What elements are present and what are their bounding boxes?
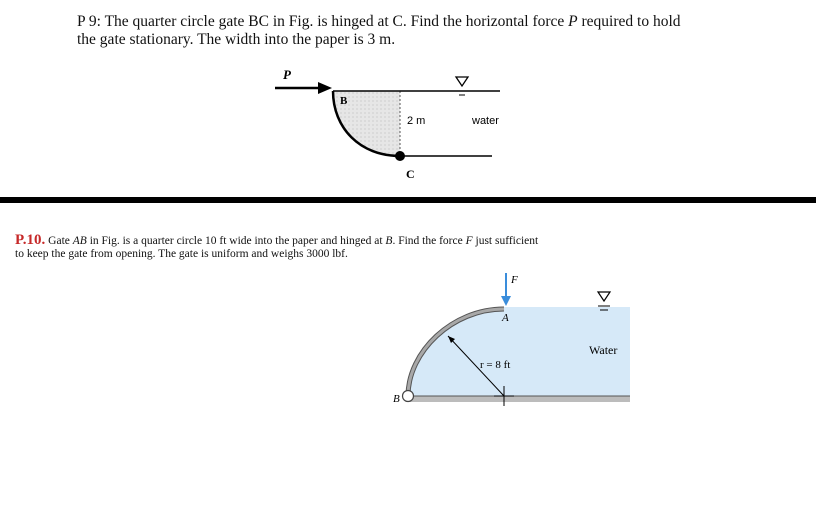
point-c-label: C <box>406 167 415 181</box>
gate-ab-symbol: AB <box>72 235 87 247</box>
problem-10-text-d: just sufficient <box>472 235 539 247</box>
point-b-label: B <box>340 95 348 107</box>
force-f-symbol: F <box>465 235 473 247</box>
force-p-label: P <box>283 67 291 82</box>
problem-10-line-2: to keep the gate from opening. The gate is uniform and weighs 3000 lbf. <box>15 248 348 260</box>
radius-2m-label: 2 m <box>407 115 426 127</box>
hinge-b-symbol: B <box>385 235 393 247</box>
point-b-label-2: B <box>393 393 400 405</box>
force-f-arrowhead <box>501 296 511 306</box>
point-a-label: A <box>502 312 509 324</box>
problem-10-text-b: in Fig. is a quarter circle 10 ft wide into the paper and hinged at <box>86 235 386 247</box>
free-surface-triangle-icon-2 <box>598 292 610 301</box>
hinge-b <box>403 391 414 402</box>
problem-9-line-2: the gate stationary. The width into the paper is 3 m. <box>77 31 396 48</box>
force-f-label: F <box>511 274 518 286</box>
problem-9-force-symbol: P <box>568 13 578 30</box>
water-label: water <box>472 115 499 127</box>
radius-8ft-label: r = 8 ft <box>480 359 511 371</box>
water-label-2: Water <box>589 343 618 357</box>
problem-9-suffix: required to hold <box>577 13 681 30</box>
problem-10-text-a: Gate <box>45 235 73 247</box>
problem-10-number: P.10. <box>15 232 46 248</box>
problem-9-prefix: P 9: The quarter circle gate BC in Fig. is hinged at C. Find the horizontal force <box>77 13 569 30</box>
bottom-floor <box>406 396 630 402</box>
problem-10-text-c: . Find the force <box>392 235 466 247</box>
